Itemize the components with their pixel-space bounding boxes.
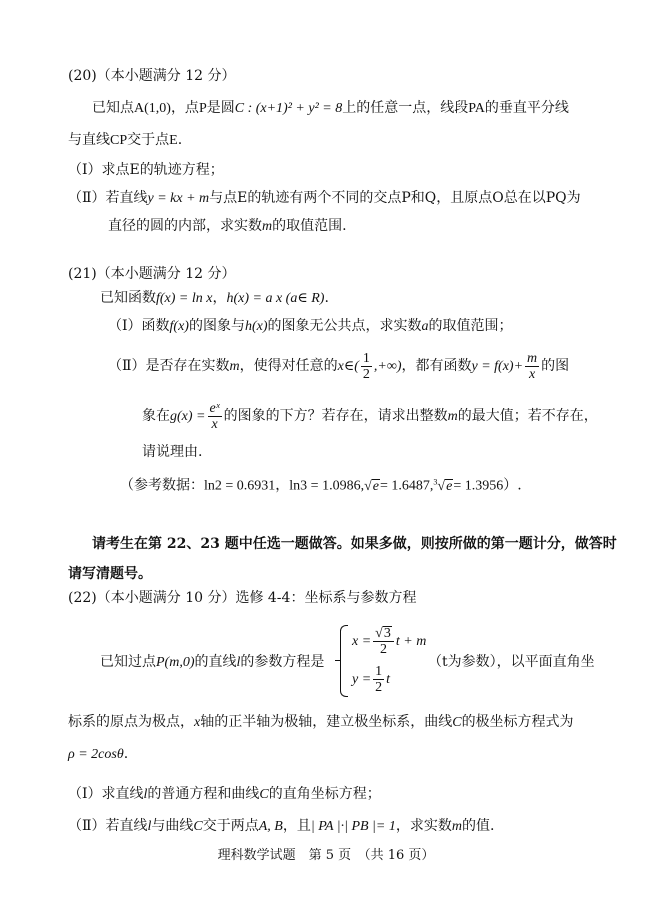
notice-line1: 请考生在第 22、23 题中任选一题做答。如果多做，则按所做的第一题计分，做答时	[92, 536, 617, 552]
q21-part1: （Ⅰ）函数f(x)的图象与h(x)的图象无公共点，求实数a的取值范围；	[108, 318, 513, 334]
q21-given: 已知函数f(x) = ln x，h(x) = a x (a∈ R).	[100, 290, 329, 306]
fraction-half: $\frac{1}{2}$	[362, 350, 370, 382]
q20-header: (20)（本小题满分 12 分）	[68, 68, 236, 84]
q22-part1: （Ⅰ）求直线l的普通方程和曲线C的直角坐标方程；	[68, 786, 381, 802]
q22-polar-equation: ρ = 2cosθ.	[68, 746, 129, 762]
q21-part2-line1: （Ⅱ）是否存在实数m，使得对任意的x∈( $\frac{1}{2}$ ,+∞)，都有函数y = f(x)+ $\frac{m}{x}$ 的图	[108, 350, 570, 382]
q21-part2-line2: 象在g(x) = $\frac{\text{eˣ}}{x}$ 的图象的下方？若存在，请求出整数m的最大值；若不存在，	[142, 400, 598, 432]
q22-header: (22)（本小题满分 10 分）选修 4-4：坐标系与参数方程	[68, 590, 417, 606]
q20-part1: （Ⅰ）求点E的轨迹方程；	[68, 162, 224, 178]
fraction-ex-over-x: $\frac{\text{eˣ}}{x}$	[209, 400, 220, 432]
brace	[340, 625, 348, 697]
param-system	[340, 625, 430, 699]
q22-given-pre: 已知过点P(m,0)的直线l的参数方程是	[100, 654, 325, 670]
q21-header: (21)（本小题满分 12 分）	[68, 266, 236, 282]
param-eq-y: y = $\frac{1}{2}$ t	[352, 663, 391, 695]
q20-stem-line1: 已知点A(1,0)，点P是圆C : (x+1)² + y² = 8上的任意一点，线段PA的垂直平分线	[92, 100, 569, 116]
q20-part2-line2: 直径的圆的内部，求实数m的取值范围.	[108, 218, 347, 234]
q22-part2: （Ⅱ）若直线l与曲线C交于两点A, B，且| PA |·| PB |= 1，求实数m的值.	[68, 818, 495, 834]
q20-part2-line1: （Ⅱ）若直线y = kx + m与点E的轨迹有两个不同的交点P和Q，且原点O总在以PQ为	[68, 190, 581, 206]
fraction-m-over-x: $\frac{m}{x}$	[527, 350, 538, 382]
q22-param-note: （t为参数），以平面直角坐	[428, 654, 595, 670]
q21-part2-line3: 请说理由.	[142, 444, 203, 460]
param-eq-x: x = $\frac{√3}{2}$ t + m	[352, 625, 427, 657]
q22-line2: 标系的原点为极点，x轴的正半轴为极轴，建立极坐标系，曲线C的极坐标方程式为	[68, 714, 574, 730]
notice-line2: 请写清题号。	[68, 566, 152, 582]
q21-reference-data: （参考数据：ln2 = 0.6931，ln3 = 1.0986,√e= 1.6487,$^3$√e= 1.3956）.	[120, 477, 522, 494]
q20-stem-line2: 与直线CP交于点E.	[68, 132, 183, 148]
page-footer: 理科数学试题 第 5 页 （共 16 页）	[217, 848, 435, 863]
